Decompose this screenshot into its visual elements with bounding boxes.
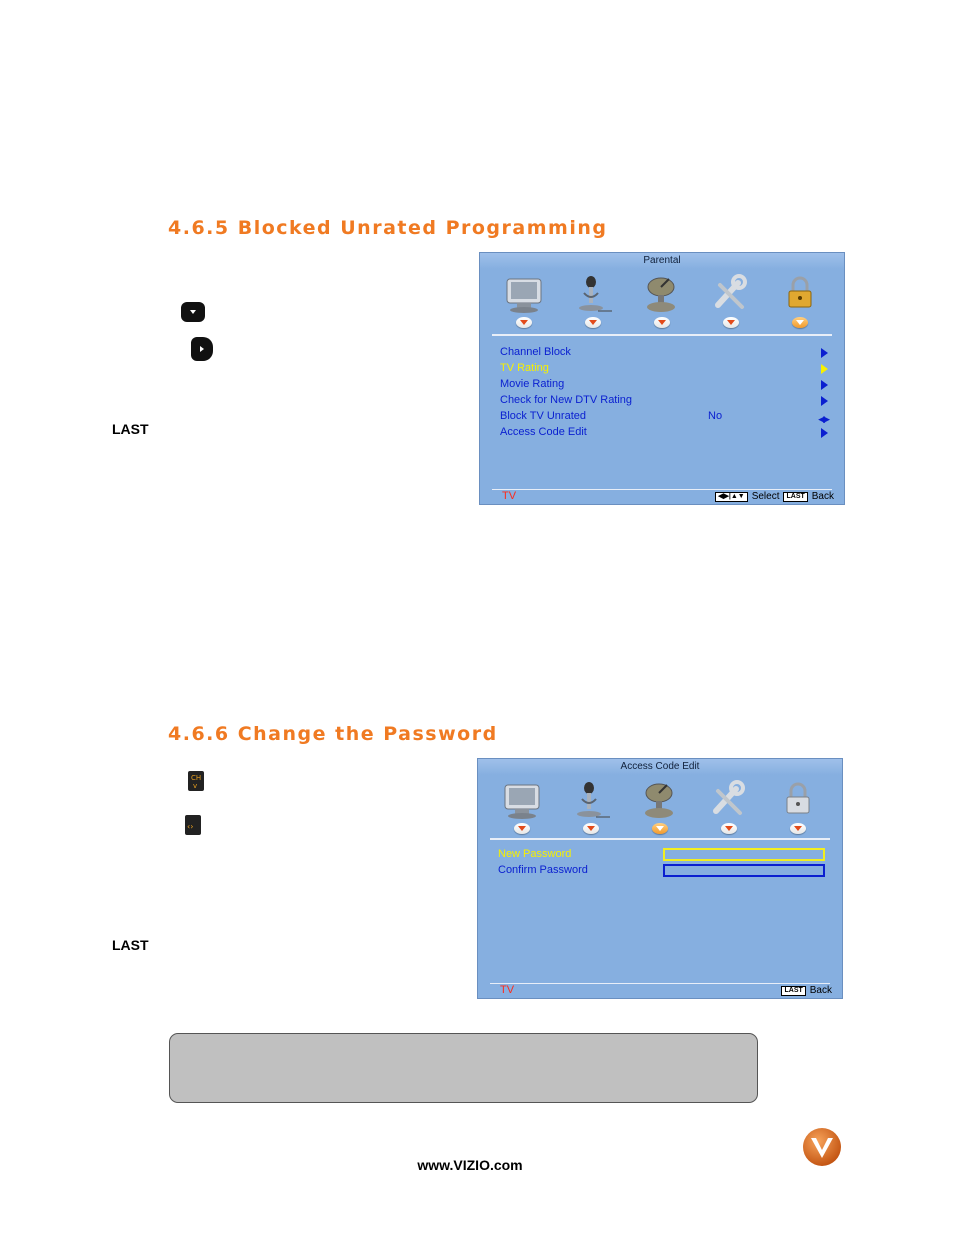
svg-text:v: v xyxy=(193,782,198,790)
menu-item-label: TV Rating xyxy=(500,362,549,374)
confirm-password-label: Confirm Password xyxy=(498,864,588,876)
menu-item-label: Check for New DTV Rating xyxy=(500,394,633,406)
padlock-icon xyxy=(775,779,821,821)
category-arrow-icon[interactable] xyxy=(501,317,547,333)
section-heading-change-password: 4.6.6 Change the Password xyxy=(168,723,498,745)
menu-item-check-new-dtv-rating[interactable] xyxy=(500,392,828,408)
right-arrow-icon xyxy=(821,428,828,438)
menu-item-label: Block TV Unrated xyxy=(500,410,587,422)
last-button-label: LAST xyxy=(112,421,149,437)
category-arrow-icon[interactable] xyxy=(570,317,616,333)
category-arrow-icon[interactable] xyxy=(568,823,614,839)
osd-hint xyxy=(781,985,832,996)
osd-icon-row xyxy=(488,779,832,821)
category-arrow-icon-active[interactable] xyxy=(777,317,823,333)
new-password-label: New Password xyxy=(498,848,572,860)
osd-divider xyxy=(490,838,830,840)
category-arrow-icon-active[interactable] xyxy=(637,823,683,839)
vizio-logo-icon xyxy=(802,1127,842,1167)
note-box xyxy=(169,1033,758,1103)
last-key-icon: LAST xyxy=(781,986,805,996)
last-button-label: LAST xyxy=(112,937,149,953)
section-heading-blocked-unrated: 4.6.5 Blocked Unrated Programming xyxy=(168,217,608,239)
menu-item-movie-rating[interactable] xyxy=(500,376,828,392)
volume-button-icon xyxy=(185,815,201,835)
osd-divider xyxy=(492,334,832,336)
category-arrow-icon[interactable] xyxy=(499,823,545,839)
confirm-password-row[interactable] xyxy=(498,862,826,878)
tv-icon xyxy=(499,779,545,821)
parental-osd-screen xyxy=(479,252,845,505)
satellite-dish-icon xyxy=(639,273,685,315)
satellite-dish-icon xyxy=(637,779,683,821)
input-source-label: TV xyxy=(500,984,515,996)
menu-item-label: Movie Rating xyxy=(500,378,565,390)
last-key-icon: LAST xyxy=(783,492,807,502)
right-arrow-icon xyxy=(821,348,828,358)
back-hint-label: Back xyxy=(811,491,834,502)
osd-footer xyxy=(478,982,842,998)
microphone-icon xyxy=(568,779,614,821)
footer-url: www.VIZIO.com xyxy=(417,1157,523,1173)
confirm-password-field[interactable] xyxy=(663,864,825,877)
menu-item-tv-rating[interactable] xyxy=(500,360,828,376)
osd-footer xyxy=(480,488,844,504)
access-code-osd-screen xyxy=(477,758,843,999)
menu-item-value: No xyxy=(708,410,723,422)
right-arrow-icon xyxy=(821,396,828,406)
svg-text:CH: CH xyxy=(191,774,202,782)
osd-title: Parental xyxy=(480,253,844,269)
left-right-arrows-icon: ◀▶ xyxy=(818,414,828,424)
microphone-icon xyxy=(570,273,616,315)
osd-title: Access Code Edit xyxy=(478,759,842,775)
wrench-icon xyxy=(706,779,752,821)
new-password-row[interactable] xyxy=(498,846,826,862)
select-hint-label: Select xyxy=(751,491,780,502)
down-button-icon xyxy=(181,302,205,322)
category-arrow-icon[interactable] xyxy=(706,823,752,839)
menu-item-block-tv-unrated[interactable] xyxy=(500,408,828,424)
right-arrow-icon xyxy=(821,380,828,390)
channel-button-icon xyxy=(188,771,204,791)
category-arrow-icon[interactable] xyxy=(639,317,685,333)
menu-item-label: Access Code Edit xyxy=(500,426,587,438)
tv-icon xyxy=(501,273,547,315)
osd-arrow-row xyxy=(490,317,834,333)
category-arrow-icon[interactable] xyxy=(775,823,821,839)
navigation-keys-icon: ◀▶|▲▼ xyxy=(715,492,748,502)
menu-item-label: Channel Block xyxy=(500,346,571,358)
new-password-field[interactable] xyxy=(663,848,825,861)
osd-hint xyxy=(715,491,834,502)
menu-item-access-code-edit[interactable] xyxy=(500,424,828,440)
input-source-label: TV xyxy=(502,490,517,502)
parental-menu-list xyxy=(500,344,828,440)
svg-text:‹›: ‹› xyxy=(187,822,194,831)
menu-item-channel-block[interactable] xyxy=(500,344,828,360)
right-button-icon xyxy=(191,337,213,361)
back-hint-label: Back xyxy=(809,985,832,996)
right-arrow-icon xyxy=(821,364,828,374)
osd-icon-row xyxy=(490,273,834,315)
category-arrow-icon[interactable] xyxy=(708,317,754,333)
password-field-list xyxy=(498,846,826,878)
wrench-icon xyxy=(708,273,754,315)
osd-arrow-row xyxy=(488,823,832,839)
padlock-icon xyxy=(777,273,823,315)
